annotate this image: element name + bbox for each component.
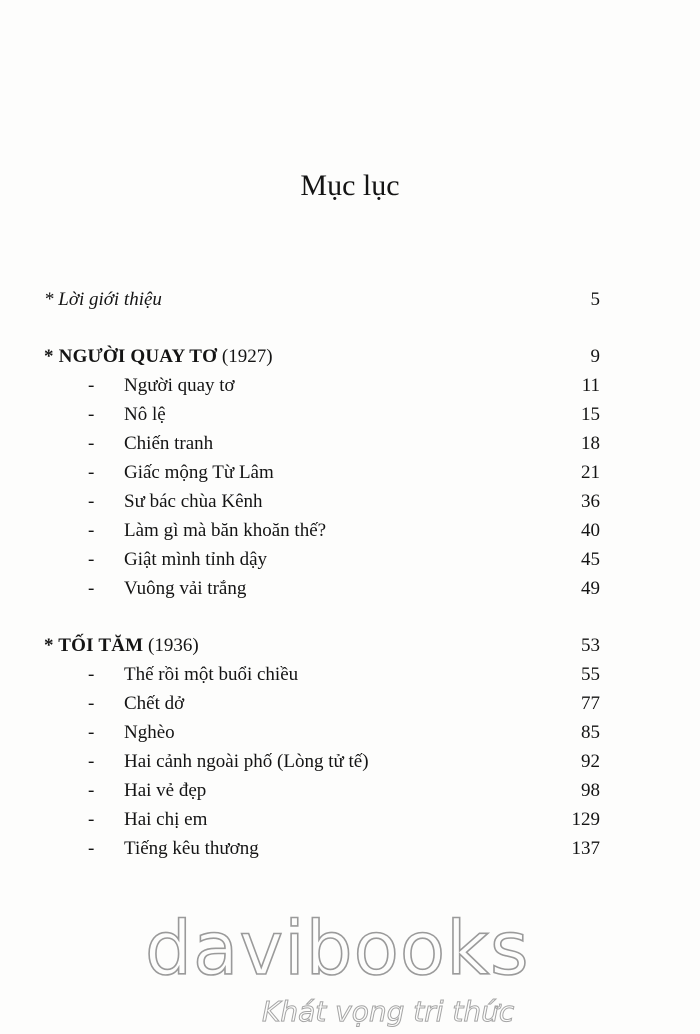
toc-item-page: 98 — [581, 780, 600, 801]
toc-item: - Nô lệ 15 — [88, 401, 600, 429]
section-title: * TỐI TĂM — [44, 635, 144, 656]
toc-item-page: 45 — [581, 549, 600, 570]
toc-item-label: Chết dở — [124, 693, 185, 714]
toc-item: - Chết dở 77 — [88, 690, 600, 718]
toc-item-page: 21 — [581, 462, 600, 483]
toc-entry-label: * Lời giới thiệu — [44, 289, 162, 310]
toc-item-label: Chiến tranh — [124, 433, 214, 454]
toc-item-label: Thế rồi một buổi chiều — [124, 664, 299, 685]
toc-item-page: 92 — [581, 751, 600, 772]
toc-item-label: Tiếng kêu thương — [124, 838, 259, 859]
toc-item-label: Hai chị em — [124, 809, 208, 830]
toc-item: - Thế rồi một buổi chiều 55 — [88, 661, 600, 689]
toc-item-label: Nghèo — [124, 722, 175, 743]
section-year: (1936) — [148, 635, 199, 656]
toc-item: - Hai cảnh ngoài phố (Lòng tử tế) 92 — [88, 748, 600, 776]
toc-item-label: Sư bác chùa Kênh — [124, 491, 263, 512]
section-page: 9 — [590, 346, 600, 367]
watermark-brand: davibooks — [145, 906, 530, 992]
toc-item: - Người quay tơ 11 — [88, 372, 600, 400]
toc-item-label: Vuông vải trắng — [124, 578, 247, 599]
toc-section-heading — [44, 343, 600, 371]
toc-entry-page: 5 — [590, 289, 600, 310]
toc-item: - Vuông vải trắng 49 — [88, 575, 600, 603]
toc-item-page: 49 — [581, 578, 600, 599]
toc-section-heading — [44, 632, 600, 660]
toc-item-page: 85 — [581, 722, 600, 743]
toc-item-label: Giật mình tỉnh dậy — [124, 549, 268, 570]
watermark-slogan: Khát vọng tri thức — [262, 995, 515, 1028]
toc-item-label: Giấc mộng Từ Lâm — [124, 462, 274, 483]
toc-item-page: 129 — [571, 809, 600, 830]
toc-item: - Làm gì mà băn khoăn thế? 40 — [88, 517, 600, 545]
toc-entry-intro — [44, 286, 600, 314]
toc-item-page: 18 — [581, 433, 600, 454]
toc-item-page: 36 — [581, 491, 600, 512]
toc-item-page: 11 — [581, 375, 600, 396]
toc-item-page: 77 — [581, 693, 600, 714]
page-title: Mục lục — [300, 169, 400, 202]
toc-item-page: 137 — [571, 838, 600, 859]
section-title: * NGƯỜI QUAY TƠ — [44, 346, 218, 367]
toc-item-page: 40 — [581, 520, 600, 541]
toc-item-label: Nô lệ — [124, 404, 166, 425]
toc-item: - Hai vẻ đẹp 98 — [88, 777, 600, 805]
toc-item-page: 15 — [581, 404, 600, 425]
toc-item-label: Làm gì mà băn khoăn thế? — [124, 520, 327, 541]
toc-item: - Tiếng kêu thương 137 — [88, 835, 600, 863]
toc-item: - Giấc mộng Từ Lâm 21 — [88, 459, 600, 487]
toc-item-label: Hai vẻ đẹp — [124, 780, 207, 801]
toc-item: - Sư bác chùa Kênh 36 — [88, 488, 600, 516]
toc-item: - Chiến tranh 18 — [88, 430, 600, 458]
toc-item: - Hai chị em 129 — [88, 806, 600, 834]
section-year: (1927) — [221, 346, 273, 367]
toc-item: - Giật mình tỉnh dậy 45 — [88, 546, 600, 574]
section-page: 53 — [581, 635, 600, 656]
toc-item-label: Hai cảnh ngoài phố (Lòng tử tế) — [124, 751, 369, 772]
toc-item-page: 55 — [581, 664, 600, 685]
toc-item: - Nghèo 85 — [88, 719, 600, 747]
toc-item-label: Người quay tơ — [124, 375, 235, 396]
